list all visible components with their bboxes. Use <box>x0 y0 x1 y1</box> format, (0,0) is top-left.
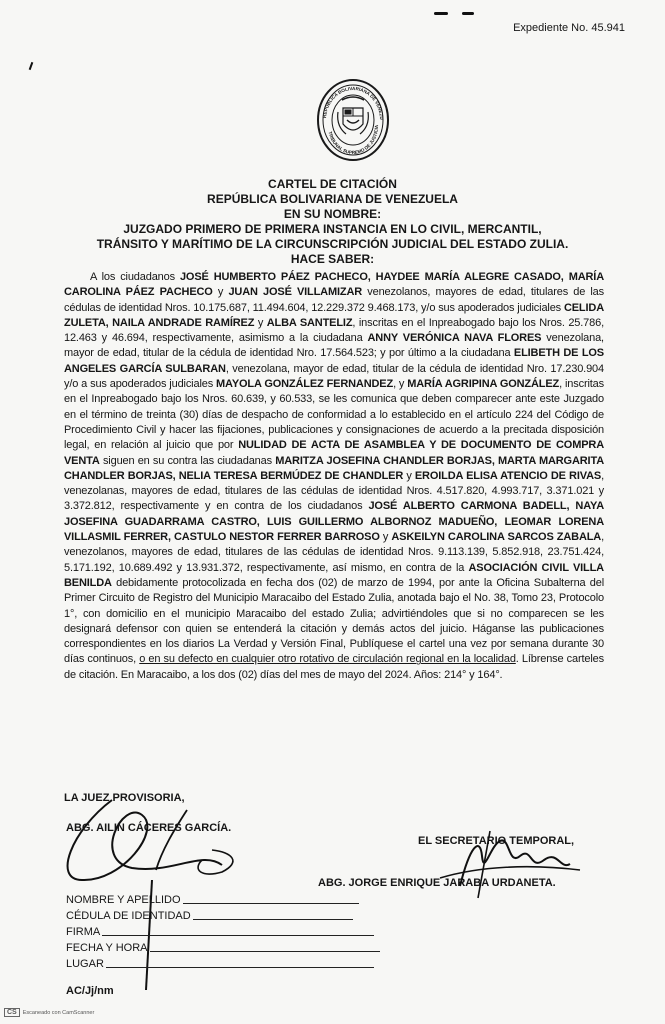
juez-title: LA JUEZ PROVISORIA, <box>64 792 185 804</box>
court-seal-icon <box>316 76 390 162</box>
seal-bottom-text: TRIBUNAL SUPREMO DE JUSTICIA <box>327 124 380 156</box>
juez-name: ABG. AILIN CÁCERES GARCÍA. <box>66 822 232 834</box>
scan-mark <box>434 12 448 15</box>
header-juzgado: JUZGADO PRIMERO DE PRIMERA INSTANCIA EN LO CIVIL, MERCANTIL, <box>123 222 542 236</box>
document-title: CARTEL DE CITACIÓN <box>268 177 397 191</box>
form-fecha: FECHA Y HORA <box>66 939 380 954</box>
form-lugar: LUGAR <box>66 955 374 970</box>
svg-text:TRIBUNAL SUPREMO DE JUSTICIA <box>328 124 379 155</box>
form-firma: FIRMA <box>66 923 374 938</box>
scanner-footer-text: Escaneado con CamScanner <box>22 1009 95 1016</box>
expediente-number: Expediente No. 45.941 <box>513 22 625 34</box>
scan-mark <box>29 62 34 70</box>
secretario-name: ABG. JORGE ENRIQUE JARABA URDANETA. <box>318 877 556 889</box>
secretario-title: EL SECRETARIO TEMPORAL, <box>418 835 575 847</box>
initials: AC/Jj/nm <box>66 985 114 997</box>
form-cedula: CÉDULA DE IDENTIDAD <box>66 907 353 922</box>
header-republica: REPÚBLICA BOLIVARIANA DE VENEZUELA <box>207 192 458 206</box>
header-hace-saber: HACE SABER: <box>290 252 375 266</box>
citation-body: A los ciudadanos JOSÉ HUMBERTO PÁEZ PACHECO, HAYDEE MARÍA ALEGRE CASADO, MARÍA CAROLINA PÁEZ PACHECO y JUAN JOSÉ VILLAMIZAR venezolanos, mayores de edad, titulares de las cédulas de identidad Nros. 10.175.687, 11.494.604, 12.229.372 9.468.173, y/o sus apoderados judiciales CELIDA ZULETA, NAILA ANDRADE RAMÍREZ y ALBA SANTELIZ, inscritas en el Inpreabogado bajo los Nros. 25.786, 12.463 y 46.694, respectivamente, asimismo a la ciudadana ANNY VERÓNICA NAVA FLORES venezolana, mayor de edad, titular de la cédula de identidad Nro. 17.564.523; y por último a la ciudadana ELIBETH DE LOS ANGELES GARCÍA SULBARAN, venezolana, mayor de edad, titular de la cédula de identidad Nro. 17.230.904 y/o a sus apoderados judiciales MAYOLA GONZÁLEZ FERNANDEZ, y MARÍA AGRIPINA GONZÁLEZ, inscritas en el Inpreabogado bajo los Nros. 60.639, y 60.533, se les comunica que deben comparecer ante este Juzgado en el término de treinta (30) días de despacho de conformidad a lo establecido en el artículo 224 del Código de Procedimiento Civil y hacer las fijaciones, publicaciones y consignaciones de acuerdo a la precitada disposición legal, en relación al juicio que por NULIDAD DE ACTA DE ASAMBLEA Y DE DOCUMENTO DE COMPRA VENTA siguen en su contra las ciudadanas MARITZA JOSEFINA CHANDLER BORJAS, MARTA MARGARITA CHANDLER BORJAS, NELIA TERESA BERMÚDEZ DE CHANDLER y EROILDA ELISA ATENCIO DE RIVAS, venezolanas, mayores de edad, titulares de las cédulas de identidad Nros. 4.517.820, 4.993.717, 3.371.021 y 3.372.812, respectivamente y en contra de los ciudadanos JOSÉ ALBERTO CARMONA BADELL, NAYA JOSEFINA GUADARRAMA CASTRO, LUIS GUILLERMO ALBORNOZ MADUEÑO, LEOMAR LORENA VILLASMIL FERRER, CASTULO NESTOR FERRER BARROSO y ASKEILYN CAROLINA SARCOS ZABALA, venezolanos, mayores de edad, titulares de las cédulas de identidad Nros. 9.113.139, 5.852.918, 23.751.424, 5.171.192, 10.689.492 y 13.931.372, respectivamente, así mismo, en contra de la ASOCIACIÓN CIVIL VILLA BENILDA debidamente protocolizada en fecha dos (02) de marzo de 1994, por ante la Oficina Subalterna del Primer Circuito de Registro del Municipio Maracaibo del Estado Zulia, anotada bajo el No. 38, Tomo 23, Protocolo 1°, con domicilio en el municipio Maracaibo del estado Zulia; advirtiéndoles que si no comparecen se les designará defensor con quien se entenderá la citación y demás actos del juicio. Háganse las publicaciones correspondientes en los diarios La Verdad y Versión Final, Publíquese el cartel una vez por semana durante 30 días continuos, o en su defecto en cualquier otro rotativo de circulación regional en la localidad. Líbrense carteles de citación. En Maracaibo, a los dos (02) días del mes de mayo del 2024. Años: 214° y 164°. <box>64 271 605 681</box>
scanner-footer <box>4 1008 94 1017</box>
seal-top-text: REPUBLICA BOLIVARIANA DE VENEZU <box>322 85 385 120</box>
camscanner-logo-icon: CS <box>4 1008 20 1017</box>
scan-mark <box>462 12 474 15</box>
header-en-su-nombre: EN SU NOMBRE: <box>283 207 382 221</box>
secretario-signature-icon <box>420 826 590 906</box>
form-nombre: NOMBRE Y APELLIDO <box>66 891 359 906</box>
header-circunscripcion: TRÁNSITO Y MARÍTIMO DE LA CIRCUNSCRIPCIÓN JUDICIAL DEL ESTADO ZULIA. <box>96 237 569 251</box>
